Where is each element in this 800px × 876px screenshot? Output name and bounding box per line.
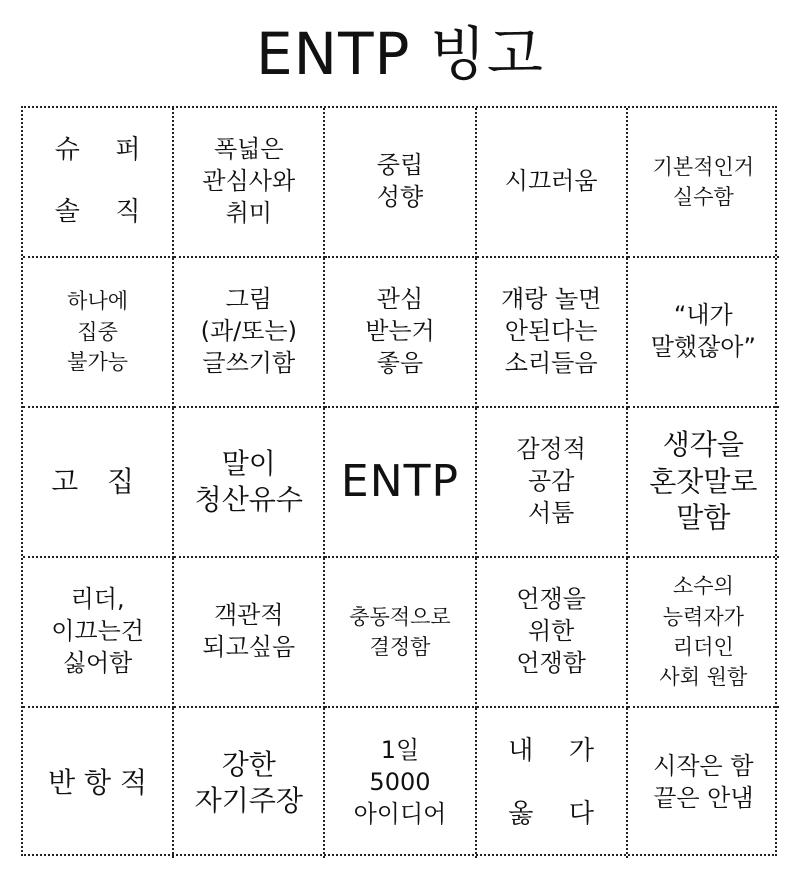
bingo-cell-free-center[interactable]: ENTP	[325, 408, 476, 558]
split-text	[27, 112, 168, 252]
bingo-cell-r1c4[interactable]: 시끄러움	[477, 108, 628, 258]
bingo-cell-r2c1[interactable]: 하나에 집중 불가능	[23, 258, 174, 408]
bingo-cell-r3c1[interactable]: 고 집	[23, 408, 174, 558]
split-char: 퍼	[115, 135, 141, 166]
bingo-title: ENTP 빙고	[256, 20, 544, 88]
bingo-cell-r5c3[interactable]: 1일 5000 아이디어	[325, 708, 476, 858]
bingo-cell-r4c3[interactable]: 충동적으로 결정함	[325, 558, 476, 708]
bingo-cell-r4c1[interactable]: 리더, 이끄는건 싫어함	[23, 558, 174, 708]
bingo-cell-r1c5[interactable]: 기본적인거 실수함	[628, 108, 779, 258]
bingo-cell-r4c2[interactable]: 객관적 되고싶음	[174, 558, 325, 708]
bingo-cell-r1c2[interactable]: 폭넓은 관심사와 취미	[174, 108, 325, 258]
bingo-cell-r2c4[interactable]: 걔랑 놀면 안된다는 소리들음	[477, 258, 628, 408]
bingo-cell-r4c4[interactable]: 언쟁을 위한 언쟁함	[477, 558, 628, 708]
split-char: 가	[568, 735, 595, 766]
bingo-cell-r3c4[interactable]: 감정적 공감 서툼	[477, 408, 628, 558]
split-char: 옳	[508, 798, 534, 829]
bingo-board	[21, 106, 777, 856]
split-char: 직	[115, 197, 141, 228]
split-text	[481, 712, 622, 854]
bingo-cell-r2c3[interactable]: 관심 받는거 좋음	[325, 258, 476, 408]
bingo-cell-r4c5[interactable]: 소수의 능력자가 리더인 사회 원함	[628, 558, 779, 708]
bingo-cell-r3c5[interactable]: 생각을 혼잣말로 말함	[628, 408, 779, 558]
bingo-cell-r5c1[interactable]: 반 항 적	[23, 708, 174, 858]
bingo-cell-r1c1[interactable]	[23, 108, 174, 258]
bingo-cell-r3c2[interactable]: 말이 청산유수	[174, 408, 325, 558]
bingo-cell-r2c5[interactable]: “내가 말했잖아”	[628, 258, 779, 408]
bingo-cell-r5c4[interactable]	[477, 708, 628, 858]
bingo-cell-r5c2[interactable]: 강한 자기주장	[174, 708, 325, 858]
split-char: 슈	[54, 135, 80, 166]
bingo-cell-r5c5[interactable]: 시작은 함 끝은 안냄	[653, 752, 754, 812]
bingo-cell-r1c3[interactable]: 중립 성향	[325, 108, 476, 258]
split-char: 솔	[54, 197, 80, 228]
bingo-cell-r2c2[interactable]: 그림 (과/또는) 글쓰기함	[174, 258, 325, 408]
split-char: 다	[568, 798, 595, 829]
split-char: 내	[508, 735, 534, 766]
